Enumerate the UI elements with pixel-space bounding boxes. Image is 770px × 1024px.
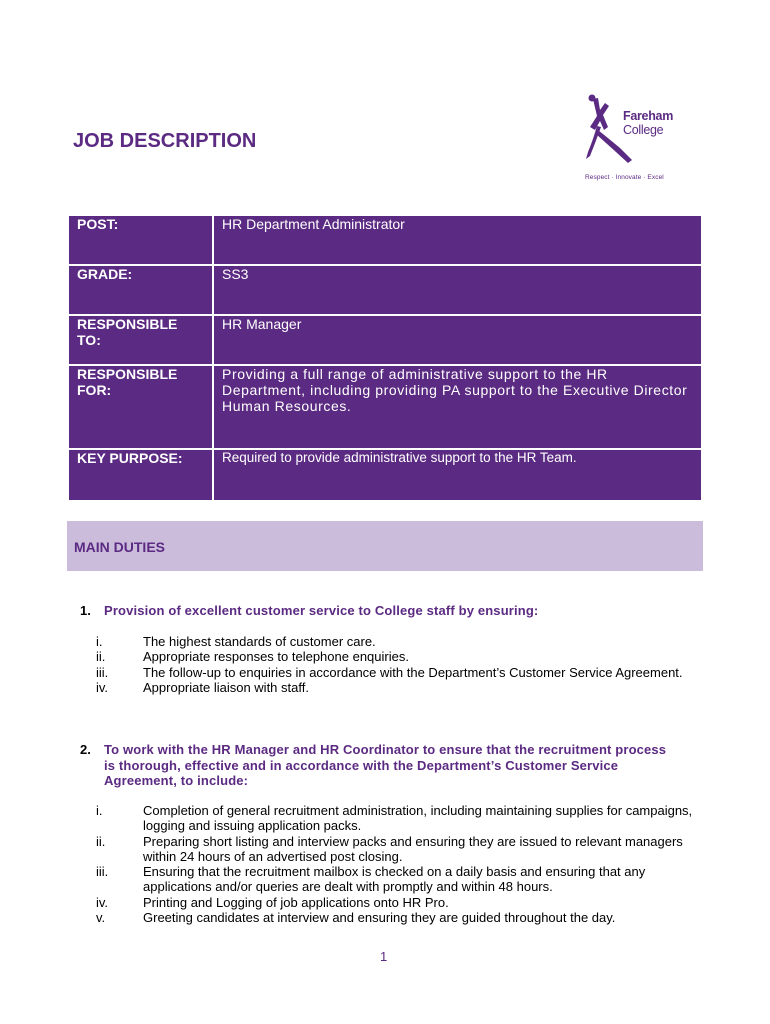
item-numeral: iv. xyxy=(96,679,109,695)
info-value: Providing a full range of administrative support to the HR Department, including providing PA support to the Executive Director Human Resources. xyxy=(213,365,702,449)
page-title: JOB DESCRIPTION xyxy=(73,130,257,152)
info-value: SS3 xyxy=(213,265,702,315)
section-title: To work with the HR Manager and HR Coordinator to ensure that the recruitment process is thorough, effective and in accordance with the Department’s Customer Service Agreement, to include: xyxy=(104,742,667,788)
item-numeral: ii. xyxy=(96,833,106,849)
list-item xyxy=(96,803,706,834)
info-row-key-purpose xyxy=(68,449,702,501)
item-numeral: iv. xyxy=(96,894,109,910)
list-item xyxy=(96,895,706,910)
duty-list xyxy=(96,803,706,925)
logo-tagline: Respect · Innovate · Excel xyxy=(585,174,664,181)
item-text: Appropriate responses to telephone enquiries. xyxy=(143,649,409,665)
item-text: The follow-up to enquiries in accordance with the Department’s Customer Service Agreement. xyxy=(143,664,683,680)
list-item xyxy=(96,910,706,925)
info-label: KEY PURPOSE: xyxy=(68,449,213,501)
job-info-table xyxy=(67,214,703,502)
list-item xyxy=(96,834,706,865)
info-row-grade xyxy=(68,265,702,315)
info-value: HR Manager xyxy=(213,315,702,365)
item-text: Appropriate liaison with staff. xyxy=(143,679,309,695)
list-item xyxy=(96,680,706,695)
info-row-responsible-to xyxy=(68,315,702,365)
item-numeral: iii. xyxy=(96,664,109,680)
item-text: Greeting candidates at interview and ensuring they are guided throughout the day. xyxy=(143,910,616,926)
info-row-post xyxy=(68,215,702,265)
item-text: Ensuring that the recruitment mailbox is checked on a daily basis and ensuring that any applications and/or queries are dealt with promptly and within 48 hours. xyxy=(143,864,646,895)
info-row-responsible-for xyxy=(68,365,702,449)
item-numeral: v. xyxy=(96,910,106,926)
item-numeral: ii. xyxy=(96,649,106,665)
section-title: Provision of excellent customer service to College staff by ensuring: xyxy=(104,603,539,618)
section-number: 1. xyxy=(80,603,91,618)
section-number: 2. xyxy=(80,742,91,757)
info-label: GRADE: xyxy=(68,265,213,315)
info-value: HR Department Administrator xyxy=(213,215,702,265)
logo-name-line1: Fareham xyxy=(623,109,674,123)
section-heading xyxy=(80,742,680,789)
info-label: RESPONSIBLE TO: xyxy=(68,315,213,365)
list-item xyxy=(96,634,706,649)
main-duties-heading: MAIN DUTIES xyxy=(67,521,703,571)
item-numeral: i. xyxy=(96,803,103,818)
duty-list xyxy=(96,634,706,695)
list-item xyxy=(96,864,706,895)
item-text: Completion of general recruitment administration, including maintaining supplies for campaigns, logging and issuing application packs. xyxy=(143,803,693,834)
item-text: The highest standards of customer care. xyxy=(143,634,376,649)
item-numeral: i. xyxy=(96,634,103,649)
info-value: Required to provide administrative support to the HR Team. xyxy=(213,449,702,501)
info-label: RESPONSIBLE FOR: xyxy=(68,365,213,449)
logo-name-line2: College xyxy=(623,123,664,137)
item-numeral: iii. xyxy=(96,864,109,880)
list-item xyxy=(96,665,706,680)
college-logo xyxy=(584,86,692,186)
page-number: 1 xyxy=(380,949,388,964)
item-text: Preparing short listing and interview packs and ensuring they are issued to relevant managers within 24 hours of an advertised post closing. xyxy=(143,833,683,864)
item-text: Printing and Logging of job applications onto HR Pro. xyxy=(143,894,449,910)
section-heading xyxy=(80,603,680,619)
list-item xyxy=(96,649,706,664)
info-label: POST: xyxy=(68,215,213,265)
